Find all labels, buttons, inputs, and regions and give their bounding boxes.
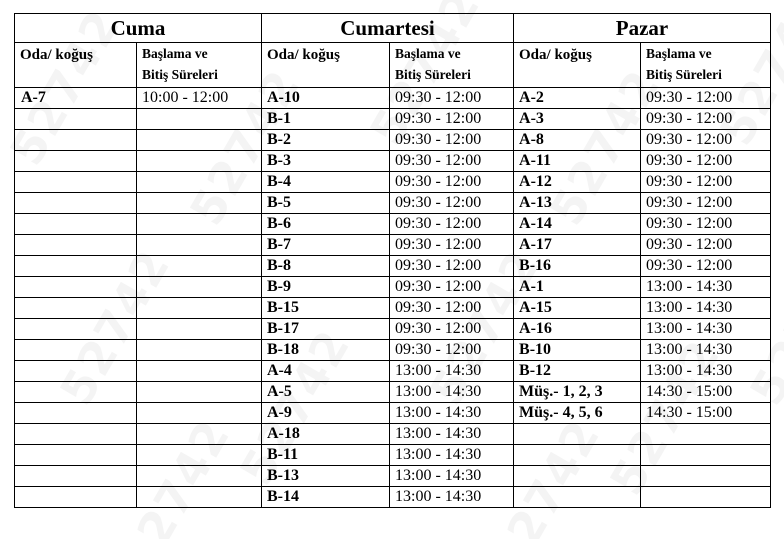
cumartesi-time-cell: 09:30 - 12:00	[390, 340, 514, 361]
cumartesi-room-cell: B-15	[262, 298, 390, 319]
cuma-room-cell	[15, 151, 137, 172]
pazar-time-cell: 09:30 - 12:00	[641, 130, 771, 151]
cumartesi-time-cell: 13:00 - 14:30	[390, 403, 514, 424]
cumartesi-time-cell: 09:30 - 12:00	[390, 319, 514, 340]
pazar-time-cell: 09:30 - 12:00	[641, 151, 771, 172]
cuma-room-cell	[15, 424, 137, 445]
pazar-room-cell: A-16	[514, 319, 641, 340]
cumartesi-time-cell: 13:00 - 14:30	[390, 361, 514, 382]
table-row	[15, 487, 771, 508]
cuma-room-cell	[15, 214, 137, 235]
cumartesi-room-cell: B-17	[262, 319, 390, 340]
cumartesi-time-cell: 09:30 - 12:00	[390, 277, 514, 298]
cumartesi-room-cell: A-18	[262, 424, 390, 445]
cumartesi-time-cell: 13:00 - 14:30	[390, 466, 514, 487]
cuma-room-cell	[15, 403, 137, 424]
day-header-row	[15, 14, 771, 43]
cuma-room-cell	[15, 193, 137, 214]
pazar-time-cell: 09:30 - 12:00	[641, 235, 771, 256]
cumartesi-time-cell: 13:00 - 14:30	[390, 445, 514, 466]
pazar-room-cell: A-14	[514, 214, 641, 235]
cuma-time-cell	[137, 235, 262, 256]
cuma-time-cell	[137, 340, 262, 361]
cuma-room-cell	[15, 109, 137, 130]
cumartesi-time-cell: 09:30 - 12:00	[390, 109, 514, 130]
pazar-room-cell	[514, 487, 641, 508]
cumartesi-time-cell: 09:30 - 12:00	[390, 130, 514, 151]
table-row	[15, 130, 771, 151]
pazar-room-cell: B-10	[514, 340, 641, 361]
cuma-room-cell	[15, 256, 137, 277]
cumartesi-room-cell: B-3	[262, 151, 390, 172]
pazar-time-cell: 14:30 - 15:00	[641, 382, 771, 403]
cuma-time-cell	[137, 172, 262, 193]
cuma-time-cell	[137, 319, 262, 340]
column-header-row	[15, 43, 771, 88]
pazar-time-cell: 09:30 - 12:00	[641, 172, 771, 193]
pazar-time-cell: 09:30 - 12:00	[641, 109, 771, 130]
pazar-time-cell: 13:00 - 14:30	[641, 277, 771, 298]
cumartesi-room-cell: B-8	[262, 256, 390, 277]
cuma-room-cell	[15, 340, 137, 361]
cuma-time-cell	[137, 361, 262, 382]
cumartesi-time-cell: 09:30 - 12:00	[390, 298, 514, 319]
cuma-room-cell	[15, 382, 137, 403]
pazar-time-cell: 14:30 - 15:00	[641, 403, 771, 424]
cuma-time-cell	[137, 130, 262, 151]
cumartesi-room-cell: A-5	[262, 382, 390, 403]
table-row	[15, 361, 771, 382]
cumartesi-room-cell: A-10	[262, 88, 390, 109]
cumartesi-time-cell: 09:30 - 12:00	[390, 235, 514, 256]
pazar-time-cell: 09:30 - 12:00	[641, 193, 771, 214]
cumartesi-room-cell: B-4	[262, 172, 390, 193]
cuma-room-cell	[15, 130, 137, 151]
cumartesi-room-cell: A-4	[262, 361, 390, 382]
cumartesi-time-cell: 09:30 - 12:00	[390, 88, 514, 109]
pazar-room-cell: A-17	[514, 235, 641, 256]
pazar-room-cell	[514, 466, 641, 487]
time-column-header: Başlama ve Bitiş Süreleri	[641, 43, 771, 88]
cuma-time-cell	[137, 214, 262, 235]
cuma-time-cell	[137, 403, 262, 424]
cumartesi-room-cell: B-7	[262, 235, 390, 256]
cuma-time-cell	[137, 277, 262, 298]
pazar-time-cell	[641, 487, 771, 508]
cuma-time-cell	[137, 193, 262, 214]
schedule-table	[14, 13, 771, 508]
pazar-time-cell: 09:30 - 12:00	[641, 256, 771, 277]
pazar-room-cell: A-13	[514, 193, 641, 214]
cumartesi-room-cell: B-9	[262, 277, 390, 298]
cuma-room-cell	[15, 172, 137, 193]
cumartesi-time-cell: 09:30 - 12:00	[390, 193, 514, 214]
cuma-room-cell	[15, 466, 137, 487]
cuma-time-cell: 10:00 - 12:00	[137, 88, 262, 109]
pazar-time-cell: 13:00 - 14:30	[641, 298, 771, 319]
cumartesi-time-cell: 13:00 - 14:30	[390, 424, 514, 445]
pazar-room-cell: Müş.- 1, 2, 3	[514, 382, 641, 403]
cumartesi-room-cell: B-18	[262, 340, 390, 361]
pazar-time-cell: 09:30 - 12:00	[641, 88, 771, 109]
cuma-time-cell	[137, 298, 262, 319]
table-row	[15, 172, 771, 193]
pazar-room-cell: A-8	[514, 130, 641, 151]
table-row	[15, 88, 771, 109]
cuma-room-cell	[15, 445, 137, 466]
table-row	[15, 109, 771, 130]
cumartesi-room-cell: A-9	[262, 403, 390, 424]
table-row	[15, 466, 771, 487]
pazar-room-cell: A-1	[514, 277, 641, 298]
pazar-room-cell: A-3	[514, 109, 641, 130]
cuma-room-cell	[15, 361, 137, 382]
pazar-room-cell: A-15	[514, 298, 641, 319]
cumartesi-room-cell: B-11	[262, 445, 390, 466]
pazar-room-cell: A-2	[514, 88, 641, 109]
time-column-header: Başlama ve Bitiş Süreleri	[137, 43, 262, 88]
table-row	[15, 403, 771, 424]
table-row	[15, 256, 771, 277]
pazar-time-cell: 13:00 - 14:30	[641, 361, 771, 382]
pazar-time-cell	[641, 424, 771, 445]
cumartesi-time-cell: 09:30 - 12:00	[390, 151, 514, 172]
pazar-room-cell: B-12	[514, 361, 641, 382]
table-row	[15, 340, 771, 361]
pazar-time-cell	[641, 466, 771, 487]
cuma-time-cell	[137, 445, 262, 466]
day-header-pazar: Pazar	[514, 14, 771, 43]
cumartesi-room-cell: B-2	[262, 130, 390, 151]
table-row	[15, 445, 771, 466]
cuma-room-cell	[15, 487, 137, 508]
cumartesi-room-cell: B-1	[262, 109, 390, 130]
table-row	[15, 151, 771, 172]
cuma-time-cell	[137, 382, 262, 403]
table-row	[15, 277, 771, 298]
cuma-room-cell	[15, 277, 137, 298]
day-header-cumartesi: Cumartesi	[262, 14, 514, 43]
table-row	[15, 235, 771, 256]
table-row	[15, 319, 771, 340]
pazar-room-cell: A-12	[514, 172, 641, 193]
pazar-room-cell: Müş.- 4, 5, 6	[514, 403, 641, 424]
pazar-room-cell: B-16	[514, 256, 641, 277]
room-column-header: Oda/ koğuş	[262, 43, 390, 88]
time-column-header: Başlama ve Bitiş Süreleri	[390, 43, 514, 88]
cuma-room-cell: A-7	[15, 88, 137, 109]
cumartesi-time-cell: 09:30 - 12:00	[390, 256, 514, 277]
schedule-body	[15, 88, 771, 508]
cumartesi-time-cell: 09:30 - 12:00	[390, 172, 514, 193]
cumartesi-room-cell: B-6	[262, 214, 390, 235]
pazar-time-cell	[641, 445, 771, 466]
pazar-time-cell: 09:30 - 12:00	[641, 214, 771, 235]
cuma-room-cell	[15, 319, 137, 340]
cumartesi-room-cell: B-14	[262, 487, 390, 508]
room-column-header: Oda/ koğuş	[514, 43, 641, 88]
cuma-time-cell	[137, 466, 262, 487]
pazar-time-cell: 13:00 - 14:30	[641, 319, 771, 340]
pazar-time-cell: 13:00 - 14:30	[641, 340, 771, 361]
table-row	[15, 214, 771, 235]
pazar-room-cell	[514, 424, 641, 445]
cuma-time-cell	[137, 256, 262, 277]
cumartesi-room-cell: B-5	[262, 193, 390, 214]
cumartesi-room-cell: B-13	[262, 466, 390, 487]
table-row	[15, 424, 771, 445]
cuma-room-cell	[15, 235, 137, 256]
table-row	[15, 382, 771, 403]
cumartesi-time-cell: 09:30 - 12:00	[390, 214, 514, 235]
cuma-time-cell	[137, 424, 262, 445]
cumartesi-time-cell: 13:00 - 14:30	[390, 487, 514, 508]
cumartesi-time-cell: 13:00 - 14:30	[390, 382, 514, 403]
table-row	[15, 193, 771, 214]
cuma-time-cell	[137, 487, 262, 508]
cuma-room-cell	[15, 298, 137, 319]
room-column-header: Oda/ koğuş	[15, 43, 137, 88]
pazar-room-cell: A-11	[514, 151, 641, 172]
pazar-room-cell	[514, 445, 641, 466]
day-header-cuma: Cuma	[15, 14, 262, 43]
cuma-time-cell	[137, 109, 262, 130]
cuma-time-cell	[137, 151, 262, 172]
table-row	[15, 298, 771, 319]
